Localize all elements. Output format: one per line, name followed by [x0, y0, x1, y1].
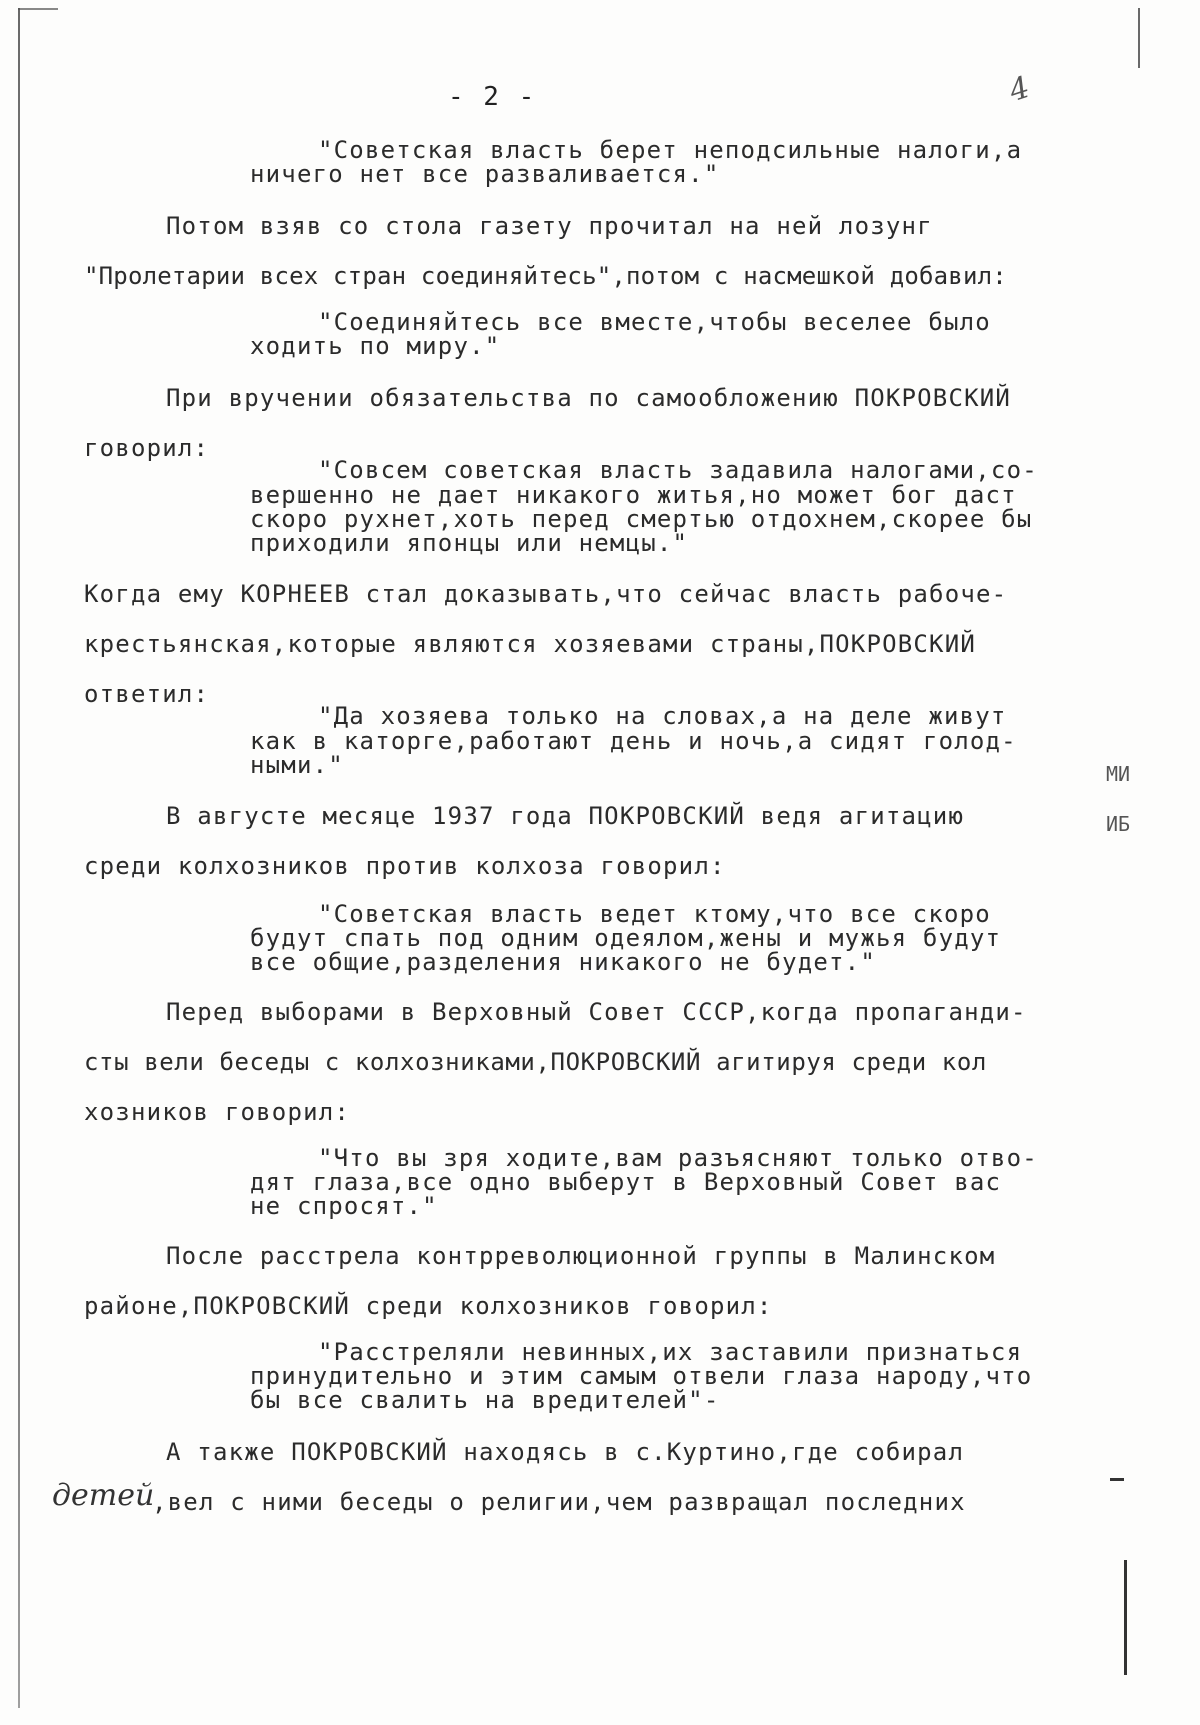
handwritten-insertion: детей — [52, 1478, 155, 1513]
text-line-1: "Советская власть берет неподсильные налоги,а — [318, 136, 1023, 164]
text-line-2: ничего нет все разваливается." — [250, 160, 720, 188]
margin-mark-1: МИ — [1106, 762, 1131, 786]
text-line-15: ответил: — [84, 680, 210, 708]
text-line-4: "Пролетарии всех стран соединяйтесь",потом с насмешкой добавил: — [84, 262, 1007, 290]
text-line-3: Потом взяв со стола газету прочитал на ней лозунг — [166, 212, 933, 240]
text-line-31: районе,ПОКРОВСКИЙ среди колхозников говорил: — [84, 1292, 773, 1320]
text-line-19: В августе месяце 1937 года ПОКРОВСКИЙ ведя агитацию — [166, 802, 965, 830]
text-line-25: сты вели беседы с колхозниками,ПОКРОВСКИЙ агитируя среди кол — [84, 1048, 987, 1076]
text-line-9: "Совсем советская власть задавила налогами,со- — [318, 456, 1038, 484]
text-line-12: приходили японцы или немцы." — [250, 529, 689, 557]
text-line-35: А также ПОКРОВСКИЙ находясь в с.Куртино,где собирал — [166, 1438, 965, 1466]
margin-bar-right — [1124, 1560, 1127, 1675]
text-line-8: говорил: — [84, 434, 210, 462]
page-number: - 2 - — [448, 82, 537, 112]
text-line-22: будут спать под одним одеялом,жены и мужья будут — [250, 924, 1002, 952]
text-line-33: принудительно и этим самым отвели глаза народу,что — [250, 1362, 1033, 1390]
text-line-26: хозников говорил: — [84, 1098, 351, 1126]
paper-edge-left — [18, 8, 20, 1708]
text-line-17: как в каторге,работают день и ночь,а сидят голод- — [250, 727, 1017, 755]
text-line-29: не спросят." — [250, 1192, 438, 1220]
text-line-24: Перед выборами в Верховный Совет СССР,когда пропаганди- — [166, 998, 1027, 1026]
paper-edge-top — [18, 8, 58, 10]
text-line-36: ,вел с ними беседы о религии,чем развращал последних — [152, 1488, 966, 1516]
text-line-14: крестьянская,которые являются хозяевами страны,ПОКРОВСКИЙ — [84, 630, 977, 658]
text-line-5: "Соединяйтесь все вместе,чтобы веселее было — [318, 308, 991, 336]
text-line-13: Когда ему КОРНЕЕВ стал доказывать,что сейчас власть рабоче- — [84, 580, 1008, 608]
text-line-16: "Да хозяева только на словах,а на деле живут — [318, 702, 1007, 730]
text-line-10: вершенно не дает никакого житья,но может бог даст — [250, 481, 1017, 509]
text-line-28: дят глаза,все одно выберут в Верховный Совет вас — [250, 1168, 1002, 1196]
text-line-18: ными." — [250, 751, 344, 779]
text-line-20: среди колхозников против колхоза говорил: — [84, 852, 726, 880]
text-line-23: все общие,разделения никакого не будет." — [250, 948, 876, 976]
margin-dash-right — [1110, 1478, 1124, 1481]
text-line-11: скоро рухнет,хоть перед смертью отдохнем,скорее бы — [250, 505, 1033, 533]
text-line-7: При вручении обязательства по самообложению ПОКРОВСКИЙ — [166, 384, 1012, 412]
corner-handwritten-mark: 4 — [1005, 69, 1035, 110]
text-line-27: "Что вы зря ходите,вам разъясняют только отво- — [318, 1144, 1038, 1172]
text-line-32: "Расстреляли невинных,их заставили признаться — [318, 1338, 1023, 1366]
text-line-6: ходить по миру." — [250, 332, 501, 360]
margin-mark-2: ИБ — [1106, 812, 1131, 836]
text-line-21: "Советская власть ведет ктому,что все скоро — [318, 900, 991, 928]
paper-edge-right — [1138, 8, 1140, 68]
text-line-30: После расстрела контрреволюционной группы в Малинском — [166, 1242, 996, 1270]
text-line-34: бы все свалить на вредителей"- — [250, 1386, 720, 1414]
